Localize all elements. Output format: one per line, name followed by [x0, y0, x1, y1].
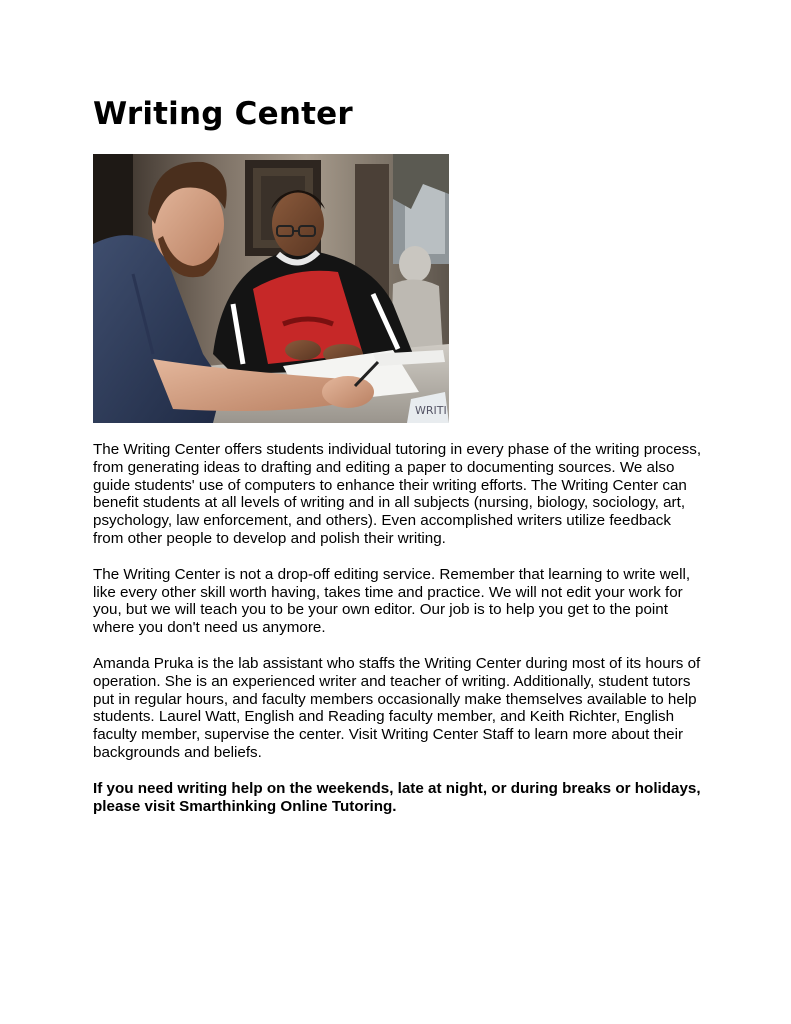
- paragraph-editing-service: The Writing Center is not a drop-off editing service. Remember that learning to write well, like every other skill worth having, takes time and practice. We will not edit your work for you, but we will teach you to be your own editor. Our job is to help you get to the point where you don't need us anymore.: [93, 565, 691, 637]
- tutoring-photo: [93, 154, 449, 423]
- paragraph-staff: Amanda Pruka is the lab assistant who staffs the Writing Center during most of its hours of operation. She is an experienced writer and teacher of writing. Additionally, student tutors put in regular hours, and faculty members occasionally make themselves available to help students. Laurel Watt, English and Reading faculty member, and Keith Richter, English faculty member, supervise the center. Visit Writing Center Staff to learn more about their backgrounds and beliefs.: [93, 654, 701, 761]
- paragraph-online-tutoring: If you need writing help on the weekends, late at night, or during breaks or holidays, please visit Smarthinking Online Tutoring.: [93, 779, 701, 815]
- table-sign-text: WRITI: [415, 404, 447, 417]
- body-text: [93, 441, 705, 833]
- page-title: Writing Center: [93, 96, 353, 132]
- paragraph-intro: The Writing Center offers students individual tutoring in every phase of the writing process, from generating ideas to drafting and editing a paper to documenting sources. We also guide students' use of computers to enhance their writing efforts. The Writing Center can benefit students at all levels of writing and in all subjects (nursing, biology, sociology, art, psychology, law enforcement, and others). Even accomplished writers utilize feedback from other people to develop and polish their writing.: [93, 441, 702, 547]
